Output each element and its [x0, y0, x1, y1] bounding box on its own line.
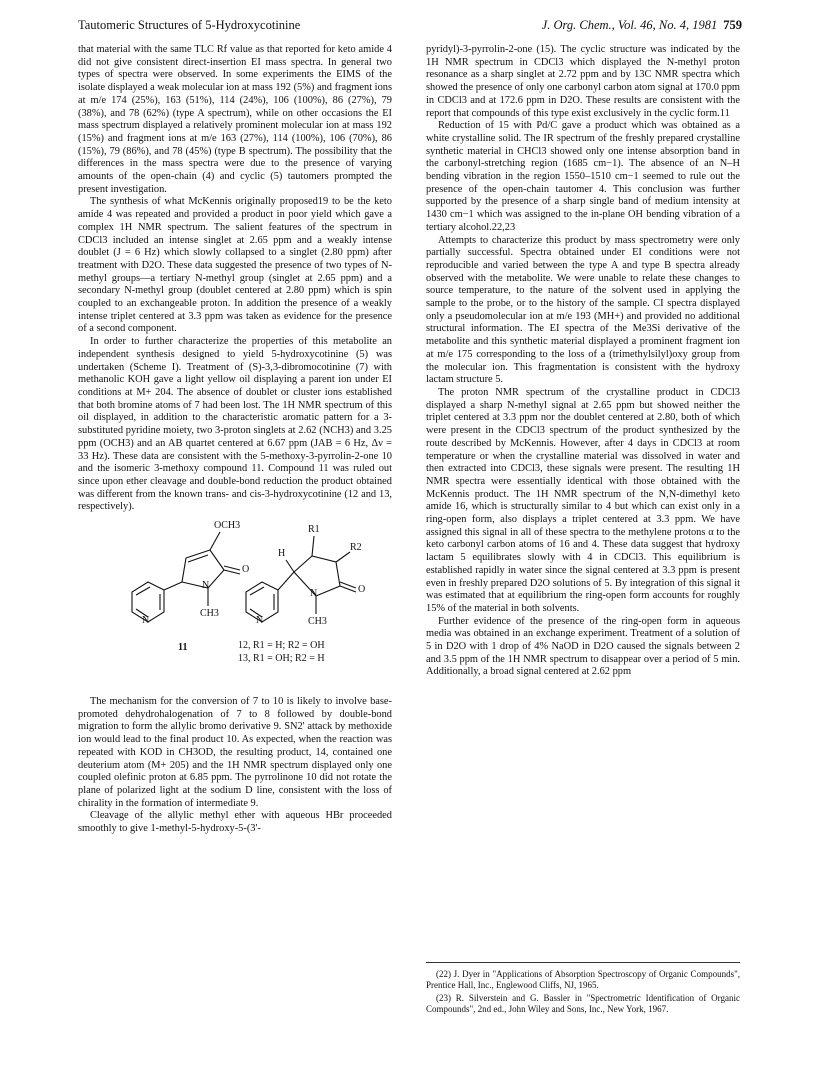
paragraph: Reduction of 15 with Pd/C gave a product which was obtained as a white crystalline solid. The IR spectrum of the freshly prepared crystalline synthetic material in CHCl3 showed only one intense absorption band in the carbonyl-stretching region (1685 cm−1). The absence of an N–H bending vibration in the region 1550–1510 cm−1 seemed to rule out the presence of the open-chain tautomer 4. This conclusion was further supported by the presence of a sharp single band of medium intensity at 1430 cm−1 which was assigned to the in-plane OH bending vibration of a tertiary alcohol.22,23 [426, 120, 740, 233]
label-n-ring-11: N [202, 580, 210, 592]
paragraph: Further evidence of the presence of the ring-open form in aqueous media was obtained in an exchange experiment. Treatment of a solution of 5 in D2O with 1 drop of 4% NaOD in D2O caused the signals between 2 and 3.5 ppm of the 1H NMR spectrum to disappear over a period of 5 min. Additionally, a broad signal centered at 2.62 ppm [426, 615, 740, 678]
journal-citation [542, 18, 742, 33]
right-column [426, 44, 740, 679]
paragraph: Cleavage of the allylic methyl ether with aqueous HBr proceeded smoothly to give 1-methyl-5-hydroxy-5-(3'- [78, 810, 392, 835]
label-o-12: O [358, 584, 366, 596]
compound-label-13: 13, R1 = OH; R2 = H [238, 653, 325, 665]
compound-label-11: 11 [178, 642, 188, 654]
footnote-references [426, 962, 740, 1017]
paragraph: In order to further characterize the properties of this metabolite an independent synthesis designed to yield 5-hydroxycotinine (5) was undertaken (Scheme I). Treatment of (S)-3,3-dibromocotinine (7) with methanolic KOH gave a light yellow oil displaying a parent ion under EI conditions at M+ 204. The absence of doublet or cluster ions established that both bromine atoms of 7 had been lost. The 1H NMR spectrum of this oil displayed, in addition to the characteristic aromatic pattern for a 3-substituted pyridine moiety, two 3-proton singlets at 2.62 (NCH3) and 3.25 ppm (OCH3) and an AB quartet centered at 6.67 ppm (JAB = 6 Hz, Δν = 33 Hz). These data are consistent with the 5-methoxy-3-pyrrolin-2-one 10 and the isomeric 3-methoxy compound 11. Compound 11 was ruled out since upon ether cleavage and double-bond reduction the product obtained was different from the known trans- and cis-3-hydroxycotinine (12 and 13, respectively). [78, 336, 392, 513]
page-number: 759 [723, 18, 742, 32]
structure-drawing [78, 520, 392, 690]
label-o-11: O [242, 564, 250, 576]
paragraph: The synthesis of what McKennis originally proposed19 to be the keto amide 4 was repeated and provided a product in poor yield which gave a complex 1H NMR spectrum. The salient features of the spectrum in CDCl3 included an intense singlet at 2.65 ppm and a weakly intense doublet (J = 6 Hz) which slowly collapsed to a singlet (2.80 ppm) after treatment with D2O. These data suggested the presence of two types of N-methyl groups—a tertiary N-methyl group (singlet at 2.65 ppm) and a secondary N-methyl group (doublet centered at 2.80 ppm) which is spin coupled to an exchangeable proton. In addition the presence of a weakly intense triplet centered at 3.3 ppm was taken as evidence for the presence of a second component. [78, 196, 392, 335]
page-header [78, 18, 742, 38]
journal-name: J. Org. Chem., Vol. 46, No. 4, 1981 [541, 18, 718, 32]
label-r1: R1 [308, 524, 320, 536]
label-h: H [278, 548, 286, 560]
label-ch3-12: CH3 [308, 616, 327, 628]
paragraph: The proton NMR spectrum of the crystalline product in CDCl3 displayed a sharp N-methyl signal at 2.65 ppm but showed neither the triplet centered at 3.3 ppm nor the doublet centered at 2.80, both of which were present in the CDCl3 spectrum of the product synthesized by the route described by McKennis. However, after 4 days in CDCl3 at room temperature or when the crystalline material was dissolved in water and then extracted into CDCl3, these signals were present. The resulting 1H NMR spectra were essentially identical with those obtained with the McKennis product. The 1H NMR spectrum of the N,N-dimethyl keto amide 16, which is structurally similar to 4 but which can exist only in a ring-open form, also displays a triplet centered at 3.3 ppm. We have assigned this signal in all of these spectra to the methylene protons α to the keto carbonyl carbon atoms of 16 and 4. These data suggest that hydroxy lactam 5 equilibrates slowly with 4 in CDCl3. This equilibrium is established rapidly in water since the signal centered at 3.3 ppm is present even in freshly prepared D2O solutions of 5. By integration of this signal it was estimated that at equilibrium the ring-open form accounts for roughly 15% of the material in both solvents. [426, 386, 740, 614]
carbonyl-bond-11 [224, 570, 240, 574]
running-title: Tautomeric Structures of 5-Hydroxycotinine [78, 18, 301, 32]
paragraph: that material with the same TLC Rf value as that reported for keto amide 4 did not give consistent direct-insertion EI mass spectra. In general two types of spectra were observed. In some experiments the EIMS of the isolate displayed a weak molecular ion at mass 192 (5%) and fragment ions at m/e 174 (25%), 163 (51%), 114 (24%), 106 (100%), 86 (27%), 79 (38%), and 78 (62%) (type A spectrum), while on other occasions the EI mass spectrum displayed a relatively prominent molecular ion at mass 192 (15%) and fragment ions at m/e 163 (27%), 114 (100%), 106 (70%), 86 (15%), 79 (86%), and 78 (45%) (type B spectrum). The possibility that the differences in the mass spectra were due to the presence of varying amounts of the open-chain (4) and cyclic (5) tautomers prompted the present investigation. [78, 44, 392, 195]
pyridyl-link-12 [278, 572, 294, 590]
chemical-structures-figure [78, 520, 392, 690]
label-n-ring-12: N [310, 588, 318, 600]
paragraph: pyridyl)-3-pyrrolin-2-one (15). The cyclic structure was indicated by the 1H NMR spectrum in CDCl3 which displayed the N-methyl proton resonance as a sharp singlet at 2.72 ppm and by 13C NMR spectra which showed the presence of only one carbonyl carbon atom signal at 170.0 ppm in CDCl3 and at 172.6 ppm in D2O. These results are consistent with the report that compounds of this type exist exclusively in the cyclic form.11 [426, 44, 740, 119]
pyridyl-link-11 [164, 582, 182, 590]
r2-bond [336, 552, 350, 562]
compound-label-12: 12, R1 = H; R2 = OH [238, 640, 325, 652]
methoxy-bond [210, 532, 220, 550]
label-och3: OCH3 [214, 520, 241, 532]
left-column [78, 44, 392, 836]
paragraph: Attempts to characterize this product by mass spectrometry were only partially successful. Spectra obtained under EI conditions were not reproducible and varied between the type A and type B spectra already observed with the metabolite. We were unable to relate these changes to source temperature, to the nature of the solvent used in applying the sample to the probe, or to the history of the sample. CI spectra displayed only a pseudomolecular ion at m/e 193 (MH+) and provided no additional structural information. The EI spectra of the Me3Si derivative of the metabolite and this synthetic material displayed a prominent fragment ion at m/e 175 corresponding to the loss of a (trimethylsilyl)oxy group from the molecular ion. This fragmentation is consistent with the hydroxy lactam structure 5. [426, 234, 740, 386]
label-r2: R2 [350, 542, 362, 554]
paragraph: The mechanism for the conversion of 7 to 10 is likely to involve base-promoted dehydrohalogenation of 7 to 8 followed by double-bond migration to form the allylic bromo derivative 9. SN2' attack by methoxide ion would lead to the final product 10. As expected, when the reaction was repeated with KOD in CH3OD, the resulting product, 14, contained one deuterium atom (M+ 205) and the 1H NMR spectrum displayed only one coupled olefinic proton at 6.85 ppm. The pyrrolinone 10 did not rotate the plane of polarized light at the sodium D line, consistent with the loss of chirality in the formation of intermediate 9. [78, 696, 392, 809]
label-n-pyridine-12: N [256, 615, 264, 627]
label-n-pyridine-11: N [142, 615, 150, 627]
reference-22: (22) J. Dyer in "Applications of Absorption Spectroscopy of Organic Compounds", Prentice Hall, Inc., Englewood Cliffs, NJ, 1965. [426, 969, 740, 990]
label-ch3-11: CH3 [200, 608, 219, 620]
h-bond [286, 560, 294, 572]
reference-23: (23) R. Silverstein and G. Bassler in "Spectrometric Identification of Organic Compounds", 2nd ed., John Wiley and Sons, Inc., New York, 1967. [426, 993, 740, 1014]
r1-bond [312, 536, 314, 556]
